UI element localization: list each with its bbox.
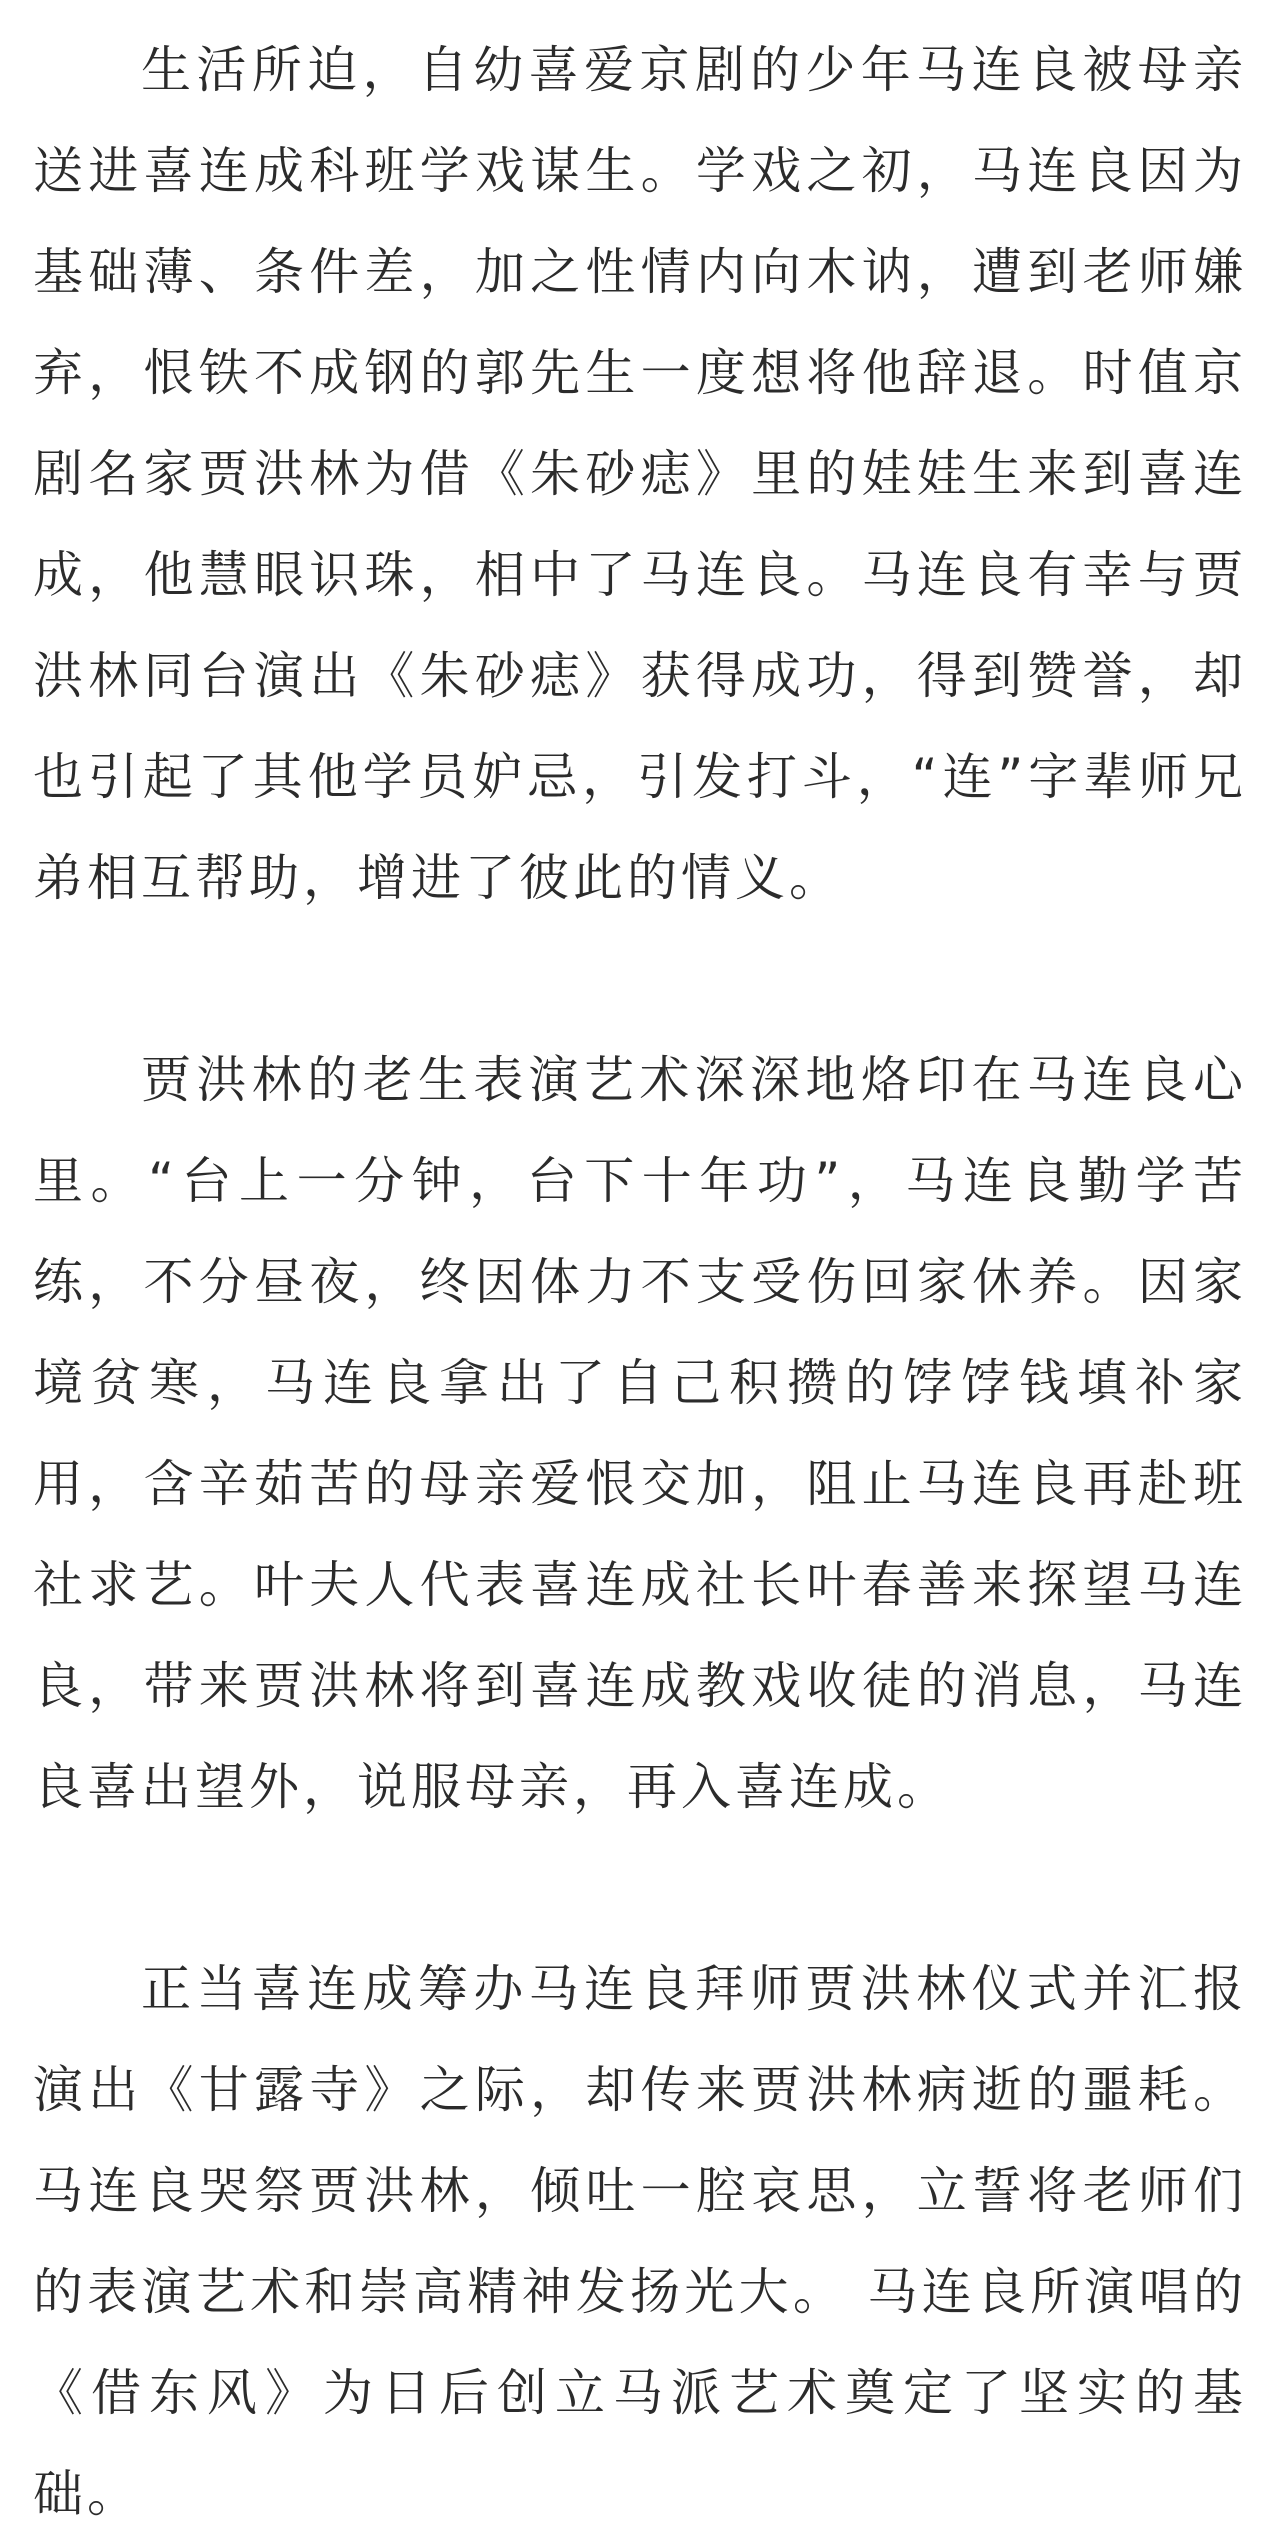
article-paragraph-1: 生活所迫，自幼喜爱京剧的少年马连良被母亲送进喜连成科班学戏谋生。学戏之初，马连良因为基础薄、条件差，加之性情内向木讷，遭到老师嫌弃，恨铁不成钢的郭先生一度想将他辞退。时值京剧名家贾洪林为借《朱砂痣》里的娃娃生来到喜连成，他慧眼识珠，相中了马连良。马连良有幸与贾洪林同台演出《朱砂痣》获得成功，得到赞誉，却也引起了其他学员妒忌，引发打斗，“连”字辈师兄弟相互帮助，增进了彼此的情义。 <box>33 41 1247 907</box>
article-body <box>33 20 1247 2545</box>
article-paragraph-3: 正当喜连成筹办马连良拜师贾洪林仪式并汇报演出《甘露寺》之际，却传来贾洪林病逝的噩耗。马连良哭祭贾洪林，倾吐一腔哀思，立誓将老师们的表演艺术和崇高精神发扬光大。 马连良所演唱的《借东风》为日后创立马派艺术奠定了坚实的基础。 <box>33 1960 1247 2523</box>
article-paragraph-2: 贾洪林的老生表演艺术深深地烙印在马连良心里。“台上一分钟，台下十年功”，马连良勤学苦练，不分昼夜，终因体力不支受伤回家休养。因家境贫寒，马连良拿出了自己积攒的饽饽钱填补家用，含辛茹苦的母亲爱恨交加，阻止马连良再赴班社求艺。叶夫人代表喜连成社长叶春善来探望马连良，带来贾洪林将到喜连成教戏收徒的消息，马连良喜出望外，说服母亲，再入喜连成。 <box>33 1051 1247 1816</box>
